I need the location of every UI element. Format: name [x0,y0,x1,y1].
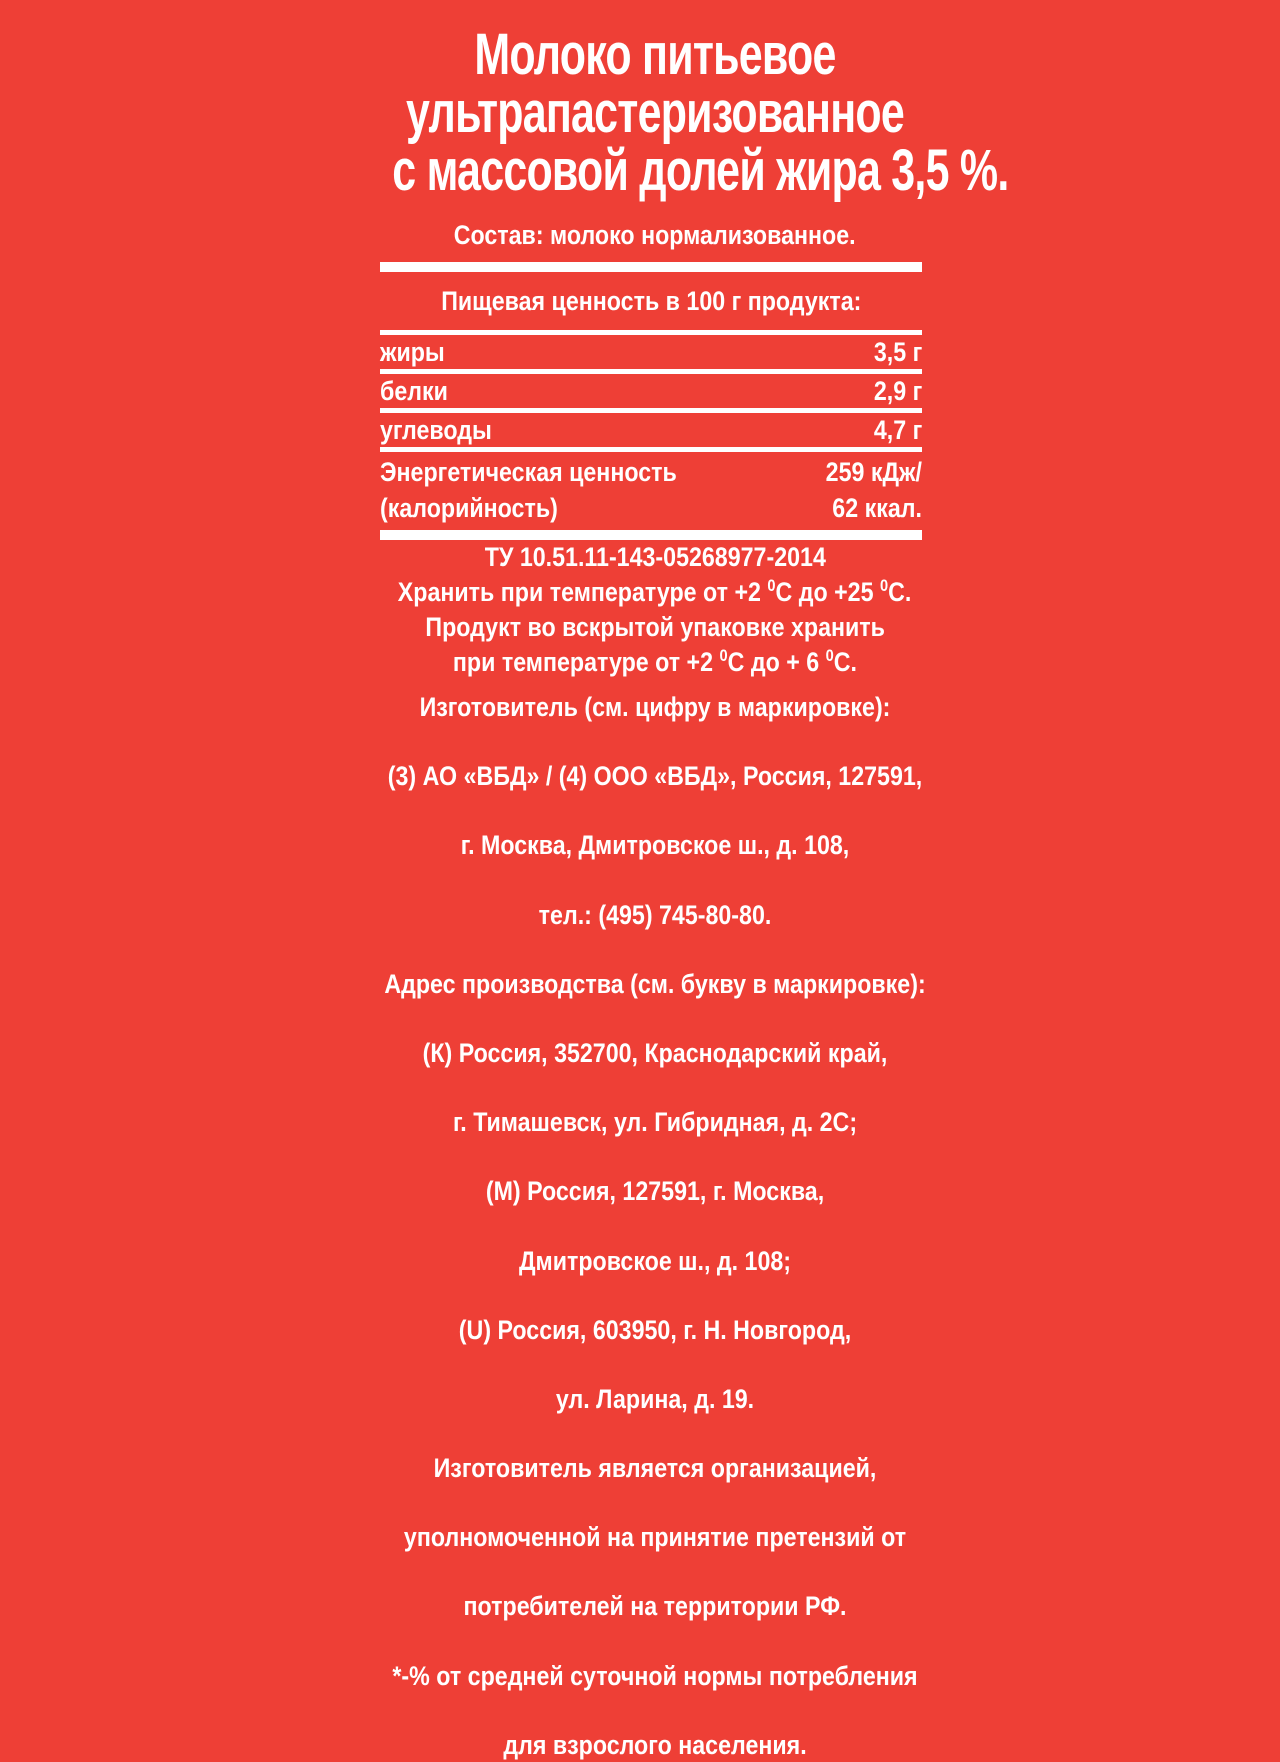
info-line: Адрес производства (см. букву в маркировке): [384,968,926,999]
product-title [300,22,1010,203]
standard-line: ТУ 10.51.11-143-05268977-2014 [484,542,826,572]
nutrition-header [380,272,922,330]
title-line-3: с массовой долей жира 3,5 %. [392,138,1009,203]
info-line: потребителей на территории РФ. [463,1591,847,1622]
opened-line-2: при температуре от +2 $^0$С до + 6 $^0$С. [452,646,858,677]
opened-line-1: Продукт во вскрытой упаковке хранить [425,612,885,642]
manufacturer-info [300,690,1010,1762]
info-line: (М) Россия, 127591, г. Москва, [485,1176,825,1207]
energy-label-line-2: (калорийность) [380,493,558,523]
energy-label-line-1: Энергетическая ценность [380,457,677,487]
nutrient-label: жиры [380,337,445,367]
info-line: (К) Россия, 352700, Краснодарский край, [422,1037,888,1068]
title-line-2: ультрапастеризованное [405,80,905,145]
info-line: уполномоченной на принятие претензий от [403,1522,907,1553]
info-line: для взрослого населения. [503,1729,807,1760]
storage-line: Хранить при температуре от +2 $^0$С до +25 $^0$С. [398,576,912,607]
info-line: г. Тимашевск, ул. Гибридная, д. 2С; [452,1107,858,1138]
energy-label [380,454,725,530]
nutrient-value: 3,5 г [873,337,922,367]
nutrition-row-protein [380,374,922,408]
info-line: ул. Ларина, д. 19. [555,1383,755,1414]
info-line: г. Москва, Дмитровское ш., д. 108, [460,830,850,861]
energy-value-line-1: 259 кДж/ [825,457,922,487]
nutrient-value: 4,7 г [873,415,922,445]
composition-label: Состав: молоко нормализованное. [454,220,856,250]
nutrient-label: белки [380,376,448,406]
info-line: Изготовитель является организацией, [433,1453,877,1484]
energy-value-line-2: 62 ккал. [832,493,922,523]
nutrition-row-carbs [380,413,922,447]
info-line: Изготовитель (см. цифру в маркировке): [419,692,891,722]
nutrition-bottom-rule [380,530,922,540]
nutrition-header-text: Пищевая ценность в 100 г продукта: [440,286,862,316]
info-line: Дмитровское ш., д. 108; [518,1245,792,1276]
info-line: (U) Россия, 603950, г. Н. Новгород, [458,1314,852,1345]
storage-conditions [320,540,990,680]
nutrition-table [380,262,922,540]
title-line-1: Молоко питьевое [474,22,836,87]
info-line: (3) АО «ВБД» / (4) ООО «ВБД», Россия, 127591, [387,761,923,792]
composition-text [380,218,930,252]
nutrient-value: 2,9 г [873,376,922,406]
nutrition-row-fat [380,335,922,369]
energy-value [810,454,922,530]
info-line: *-% от средней суточной нормы потребления [392,1660,918,1691]
nutrition-row-energy [380,452,922,530]
info-line: тел.: (495) 745-80-80. [538,899,772,930]
nutrition-top-rule [380,262,922,272]
nutrient-label: углеводы [380,415,492,445]
